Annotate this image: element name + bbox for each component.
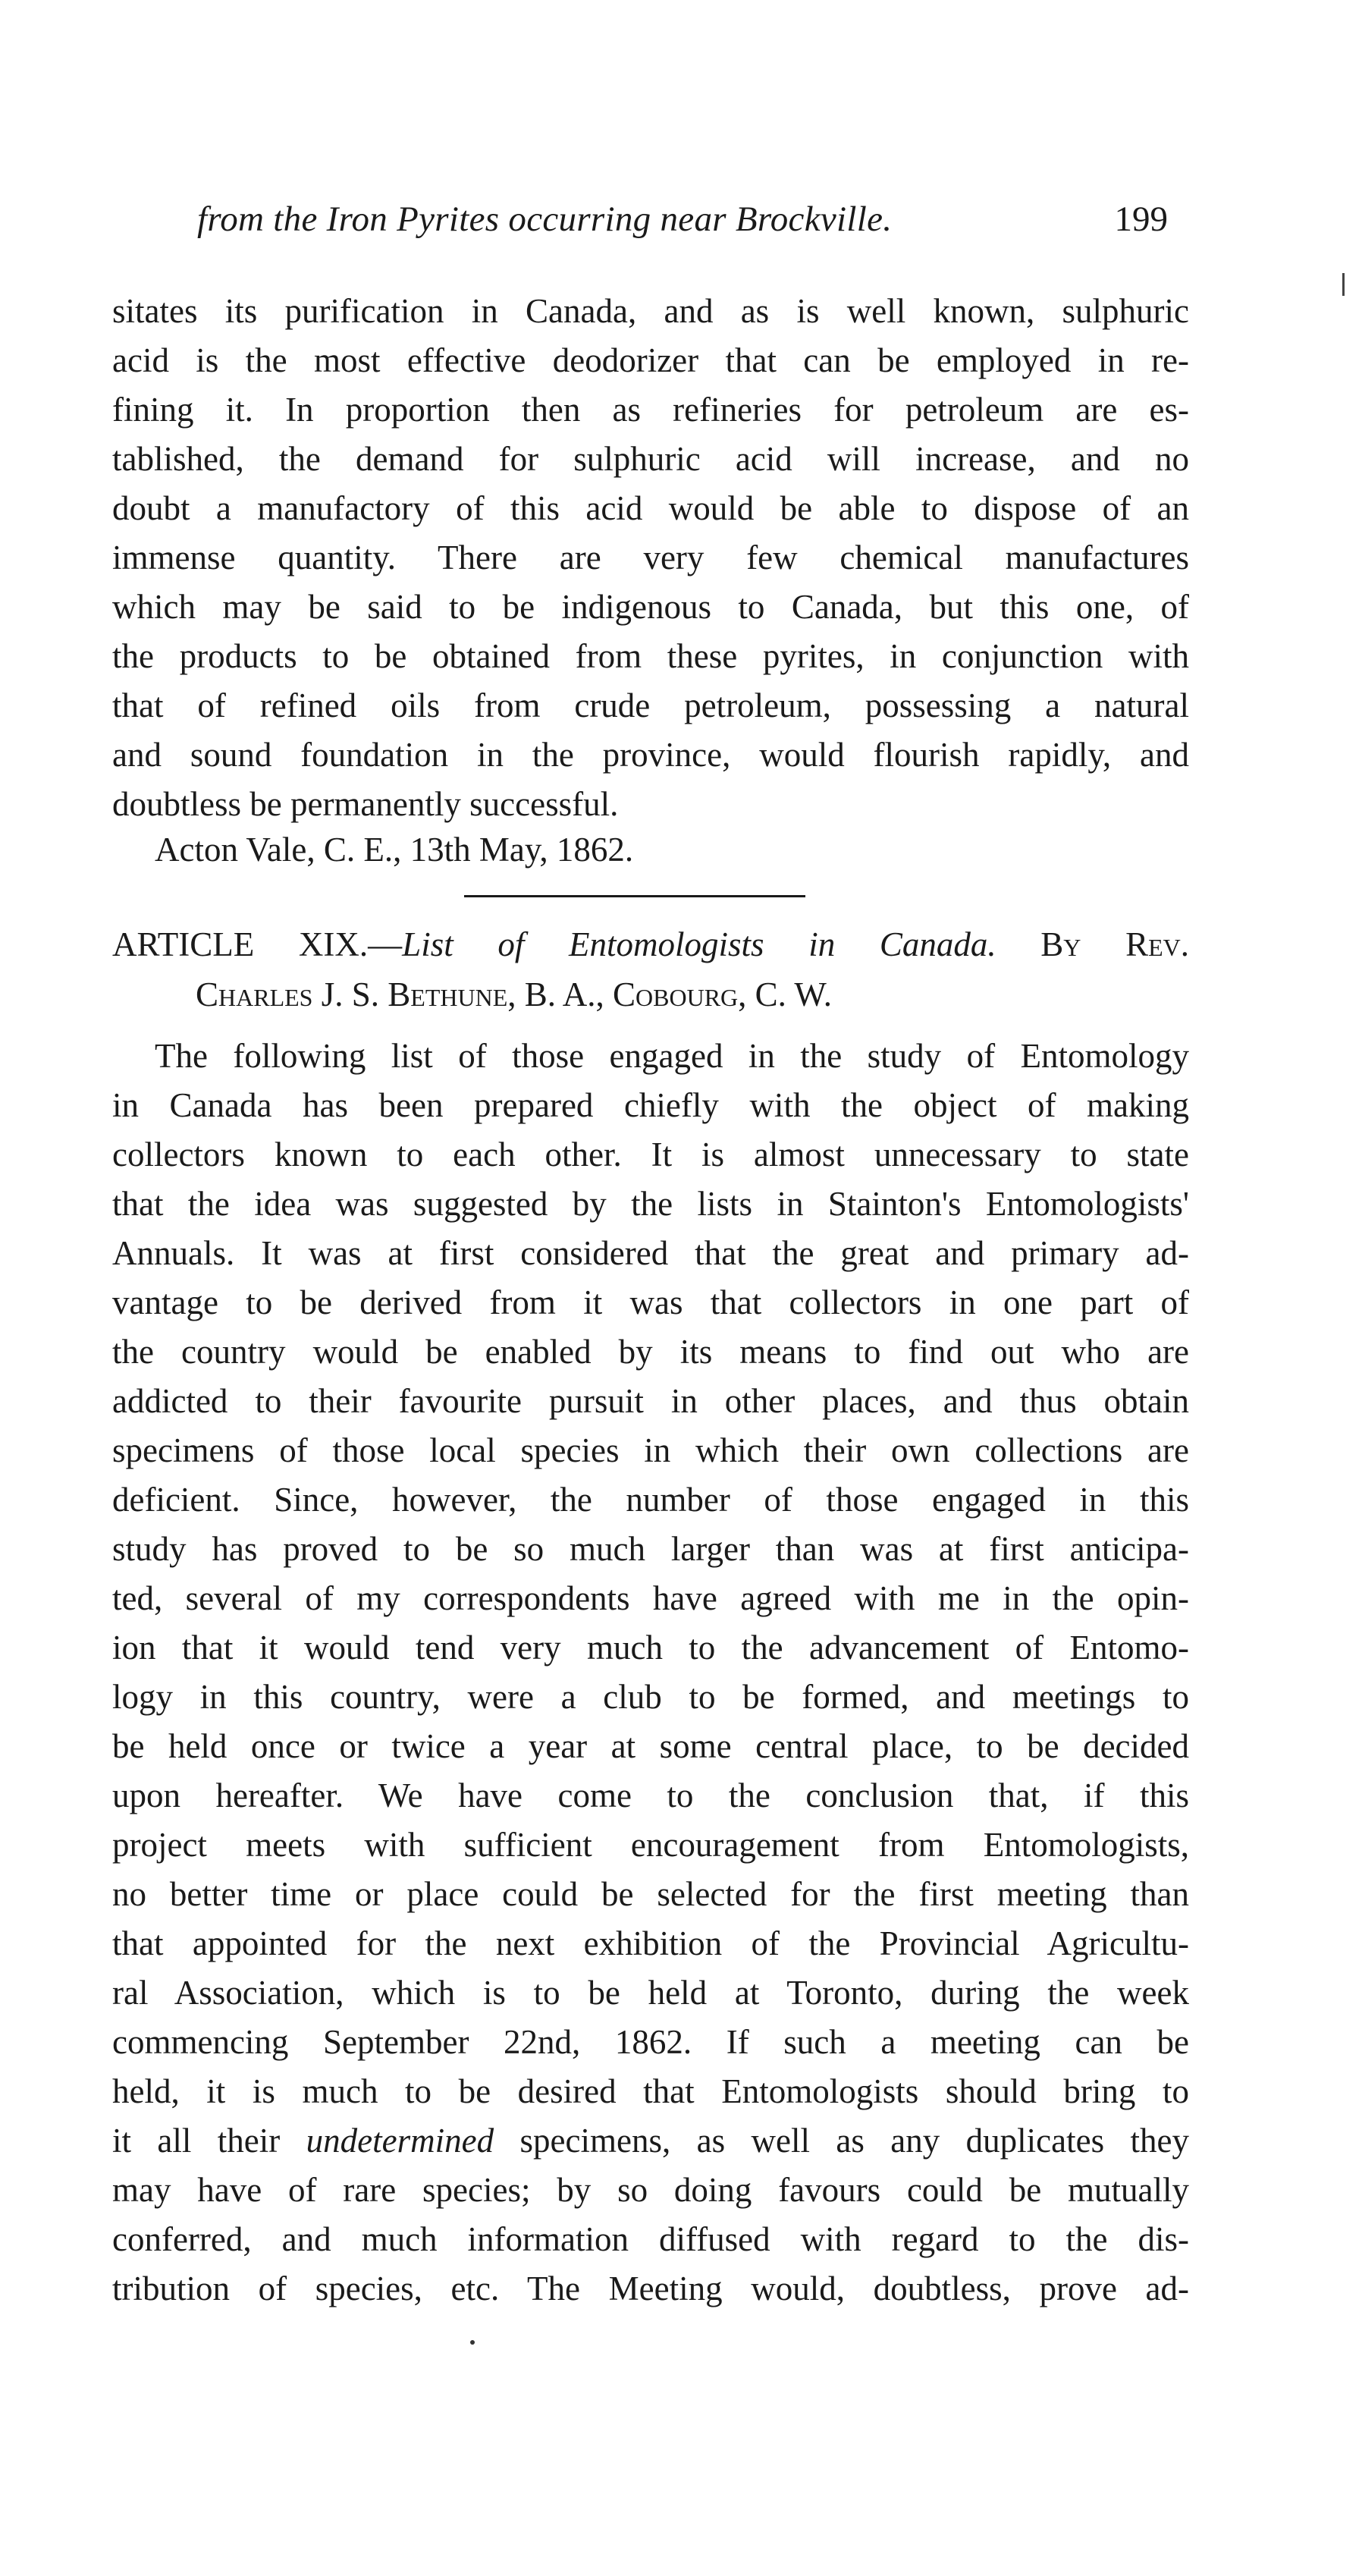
text-line bbox=[112, 2116, 1189, 2166]
ink-speck bbox=[470, 2340, 475, 2345]
text-line: deficient. Since, however, the number of those engaged in this bbox=[112, 1481, 1189, 1519]
text-line: vantage to be derived from it was that collectors in one part of bbox=[112, 1283, 1189, 1321]
text-line: that of refined oils from crude petroleum, possessing a natural bbox=[112, 686, 1189, 724]
text-line: upon hereafter. We have come to the conclusion that, if this bbox=[112, 1776, 1189, 1814]
text-line: study has proved to be so much larger than was at first anticipa- bbox=[112, 1530, 1189, 1568]
text-line: collectors known to each other. It is almost unnecessary to state bbox=[112, 1136, 1189, 1173]
article-by: By Rev. bbox=[1040, 925, 1189, 963]
text-run: it all their bbox=[112, 2122, 306, 2160]
text-line: and sound foundation in the province, would flourish rapidly, and bbox=[112, 736, 1189, 774]
text-line: logy in this country, were a club to be formed, and meetings to bbox=[112, 1678, 1189, 1716]
article-body bbox=[112, 1032, 1189, 2314]
text-line: conferred, and much information diffused with regard to the dis- bbox=[112, 2220, 1189, 2258]
text-line: that the idea was suggested by the lists in Stainton's Entomologists' bbox=[112, 1185, 1189, 1223]
continuation-paragraph bbox=[112, 287, 1189, 829]
text-line: the products to be obtained from these pyrites, in conjunction with bbox=[112, 637, 1189, 675]
text-line: be held once or twice a year at some central place, to be decided bbox=[112, 1727, 1189, 1765]
text-line: the country would be enabled by its means to find out who are bbox=[112, 1333, 1189, 1371]
text-line: that appointed for the next exhibition of the Provincial Agricultu- bbox=[112, 1924, 1189, 1962]
running-title: from the Iron Pyrites occurring near Brockville. bbox=[197, 199, 893, 239]
text-line: sitates its purification in Canada, and as is well known, sulphuric bbox=[112, 292, 1189, 330]
text-line: specimens of those local species in which their own collections are bbox=[112, 1431, 1189, 1469]
article-heading-line: ARTICLE XIX.—List of Entomologists in Canada. By Rev. bbox=[112, 925, 1189, 963]
text-line: no better time or place could be selected for the first meeting than bbox=[112, 1875, 1189, 1913]
margin-mark bbox=[1342, 273, 1345, 296]
text-line: tribution of species, etc. The Meeting would, doubtless, prove ad- bbox=[112, 2270, 1189, 2307]
text-line: acid is the most effective deodorizer that can be employed in re- bbox=[112, 341, 1189, 379]
text-line: doubtless be permanently successful. bbox=[112, 785, 619, 823]
text-line: ion that it would tend very much to the advancement of Entomo- bbox=[112, 1629, 1189, 1667]
text-line: may have of rare species; by so doing favours could be mutually bbox=[112, 2171, 1189, 2209]
text-line: project meets with sufficient encouragement from Entomologists, bbox=[112, 1826, 1189, 1864]
text-line: which may be said to be indigenous to Canada, but this one, of bbox=[112, 588, 1189, 626]
article-heading bbox=[112, 919, 1189, 1019]
text-line: in Canada has been prepared chiefly with the object of making bbox=[112, 1086, 1189, 1124]
signoff-dateline: Acton Vale, C. E., 13th May, 1862. bbox=[155, 831, 634, 869]
text-line: fining it. In proportion then as refineries for petroleum are es- bbox=[112, 391, 1189, 429]
running-head bbox=[114, 199, 1168, 252]
text-line: The following list of those engaged in the study of Entomology bbox=[155, 1037, 1189, 1075]
text-line: Annuals. It was at first considered that the great and primary ad- bbox=[112, 1234, 1189, 1272]
text-line: immense quantity. There are very few chemical manufactures bbox=[112, 539, 1189, 576]
article-author: Charles J. S. Bethune, B. A., Cobourg, C. W. bbox=[196, 975, 832, 1013]
emphasized-word: undetermined bbox=[306, 2122, 494, 2160]
text-line: tablished, the demand for sulphuric acid will increase, and no bbox=[112, 440, 1189, 478]
section-divider bbox=[464, 895, 805, 897]
text-line: commencing September 22nd, 1862. If such a meeting can be bbox=[112, 2023, 1189, 2061]
text-line: ral Association, which is to be held at Toronto, during the week bbox=[112, 1974, 1189, 2012]
article-label: ARTICLE XIX. bbox=[112, 925, 369, 963]
text-run: specimens, as well as any duplicates they bbox=[494, 2122, 1189, 2160]
text-line: ted, several of my correspondents have agreed with me in the opin- bbox=[112, 1579, 1189, 1617]
text-line: addicted to their favourite pursuit in other places, and thus obtain bbox=[112, 1382, 1189, 1420]
text-line: held, it is much to be desired that Entomologists should bring to bbox=[112, 2072, 1189, 2110]
text-line: doubt a manufactory of this acid would be able to dispose of an bbox=[112, 489, 1189, 527]
page-number: 199 bbox=[1114, 199, 1168, 239]
article-title: List of Entomologists in Canada. bbox=[402, 925, 996, 963]
